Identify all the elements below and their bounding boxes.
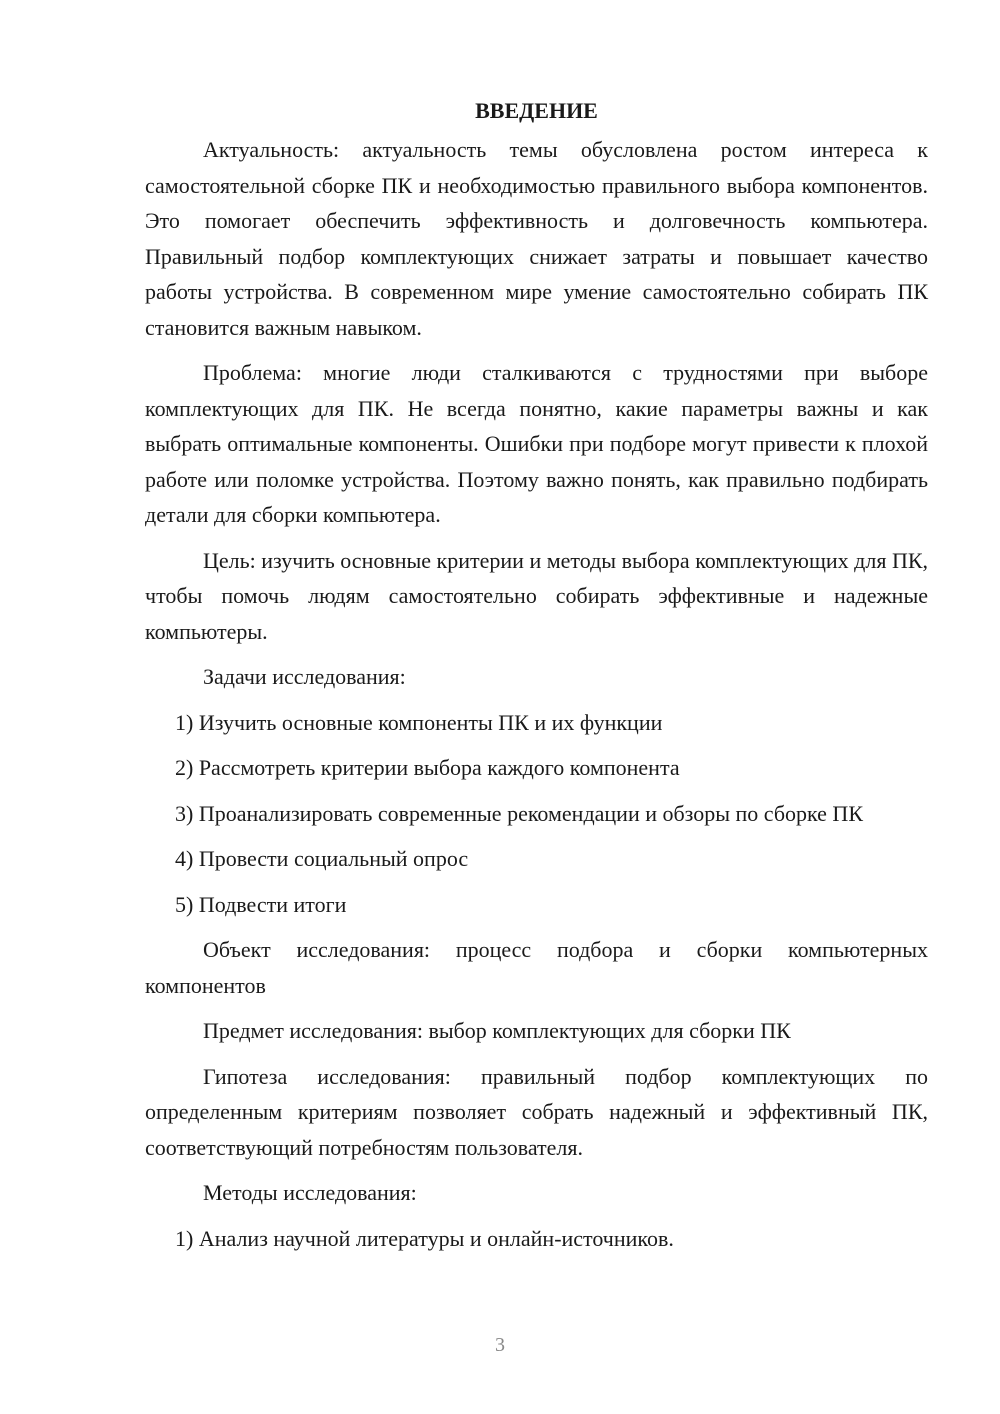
methods-heading: Методы исследования: xyxy=(203,1180,417,1205)
subject-paragraph: Предмет исследования: выбор комплектующих для сборки ПК xyxy=(203,1018,791,1043)
problem-paragraph: Проблема: многие люди сталкиваются с трудностями при выборе комплектующих для ПК. Не всегда понятно, какие параметры важны и как выбрать оптимальные компоненты. Ошибки при подборе могут привести к плохой работе или поломке устройства. Поэтому важно понять, как правильно подбирать детали для сборки компьютера. xyxy=(145,360,928,527)
task-item: 5) Подвести итоги xyxy=(175,891,347,917)
section-title: ВВЕДЕНИЕ xyxy=(475,98,598,123)
task-item: 4) Провести социальный опрос xyxy=(175,846,469,871)
task-item: 2) Рассмотреть критерии выбора каждого компонента xyxy=(175,755,680,780)
goal-paragraph: Цель: изучить основные критерии и методы выбора комплектующих для ПК, чтобы помочь людям самостоятельно собирать эффективные и надежные компьютеры. xyxy=(145,547,929,644)
relevance-paragraph: Актуальность: актуальность темы обусловлена ростом интереса к самостоятельной сборке ПК и необходимостью правильного выбора компонентов. Это помогает обеспечить эффективность и долговечность компьютера. Правильный подбор комплектующих снижает затраты и повышает качество работы устройства. В современном мире умение самостоятельно собирать ПК становится важным навыком. xyxy=(145,137,928,340)
method-item: 1) Анализ научной литературы и онлайн-источников. xyxy=(175,1225,674,1251)
object-paragraph: Объект исследования: процесс подбора и сборки компьютерных компонентов xyxy=(145,937,928,998)
page-number: 3 xyxy=(495,1334,505,1356)
document-page xyxy=(145,94,928,1266)
hypothesis-paragraph: Гипотеза исследования: правильный подбор комплектующих по определенным критериям позволяет собрать надежный и эффективный ПК, соответствующий потребностям пользователя. xyxy=(145,1063,928,1160)
tasks-heading: Задачи исследования: xyxy=(203,664,406,689)
task-item: 3) Проанализировать современные рекомендации и обзоры по сборке ПК xyxy=(175,800,863,826)
task-item: 1) Изучить основные компоненты ПК и их функции xyxy=(175,709,663,735)
